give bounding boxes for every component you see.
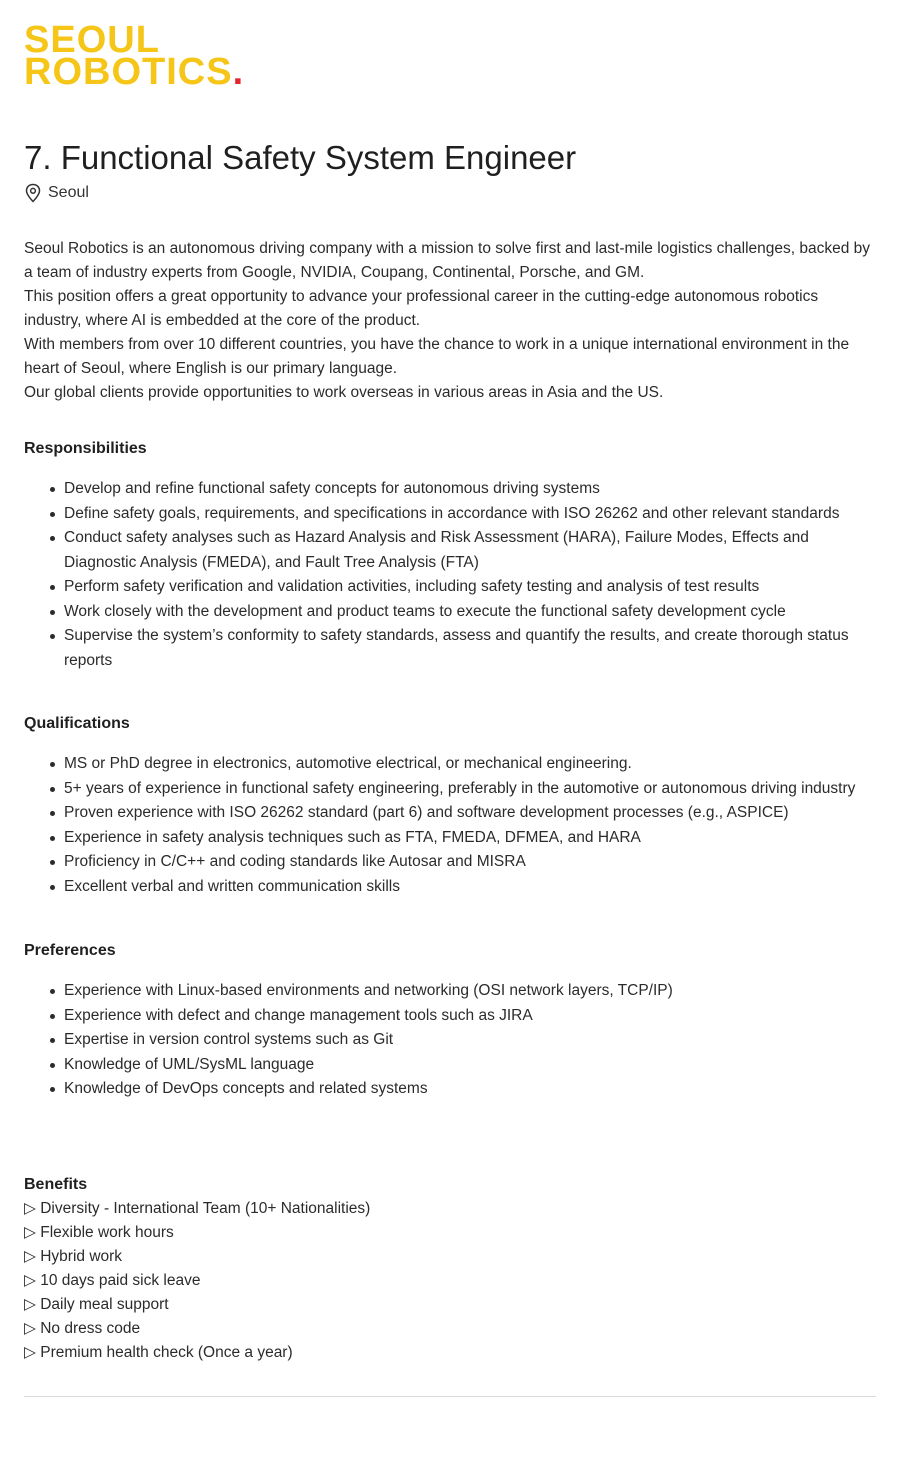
logo-line-2-text: ROBOTICS xyxy=(24,51,233,93)
logo-line-2 xyxy=(24,51,245,93)
intro-paragraph: Our global clients provide opportunities to work overseas in various areas in Asia and the US. xyxy=(24,384,664,401)
intro-text xyxy=(24,237,876,405)
benefit-item: ▷ 10 days paid sick leave xyxy=(24,1272,201,1289)
responsibilities-heading: Responsibilities xyxy=(24,440,147,457)
list-item: Develop and refine functional safety concepts for autonomous driving systems xyxy=(24,477,876,502)
benefits-list xyxy=(24,1197,876,1365)
benefit-item: ▷ Hybrid work xyxy=(24,1248,123,1265)
benefit-item: ▷ Daily meal support xyxy=(24,1296,169,1313)
benefits-heading: Benefits xyxy=(24,1176,88,1193)
list-item: Experience with defect and change management tools such as JIRA xyxy=(24,1004,876,1029)
list-item: Proficiency in C/C++ and coding standards like Autosar and MISRA xyxy=(24,850,876,875)
qualifications-heading: Qualifications xyxy=(24,715,130,732)
location-label: Seoul xyxy=(48,184,89,201)
list-item: Experience with Linux-based environments and networking (OSI network layers, TCP/IP) xyxy=(24,979,876,1004)
intro-paragraph: This position offers a great opportunity to advance your professional career in the cutting-edge autonomous robotics industry, where AI is embedded at the core of the product. xyxy=(24,288,819,329)
list-item: MS or PhD degree in electronics, automotive electrical, or mechanical engineering. xyxy=(24,752,876,777)
list-item: Define safety goals, requirements, and specifications in accordance with ISO 26262 and other relevant standards xyxy=(24,502,876,527)
benefit-item: ▷ Premium health check (Once a year) xyxy=(24,1344,293,1361)
preferences-heading: Preferences xyxy=(24,942,116,959)
divider xyxy=(24,1396,876,1397)
list-item: Work closely with the development and product teams to execute the functional safety development cycle xyxy=(24,600,876,625)
list-item: Expertise in version control systems such as Git xyxy=(24,1028,876,1053)
list-item: Perform safety verification and validation activities, including safety testing and analysis of test results xyxy=(24,575,876,600)
logo-line-1: SEOUL xyxy=(24,19,160,61)
intro-paragraph: Seoul Robotics is an autonomous driving company with a mission to solve first and last-mile logistics challenges, backed by a team of industry experts from Google, NVIDIA, Coupang, Continental, Porsche, and GM. xyxy=(24,240,871,281)
responsibilities-list xyxy=(24,477,876,673)
logo-dot: . xyxy=(232,51,245,93)
list-item: Supervise the system’s conformity to safety standards, assess and quantify the results, and create thorough status reports xyxy=(24,624,876,673)
list-item: 5+ years of experience in functional safety engineering, preferably in the automotive or autonomous driving industry xyxy=(24,777,876,802)
list-item: Knowledge of DevOps concepts and related systems xyxy=(24,1077,876,1102)
benefit-item: ▷ Flexible work hours xyxy=(24,1224,174,1241)
benefit-item: ▷ Diversity - International Team (10+ Nationalities) xyxy=(24,1200,371,1217)
job-location xyxy=(24,181,89,205)
list-item: Conduct safety analyses such as Hazard Analysis and Risk Assessment (HARA), Failure Modes, Effects and Diagnostic Analysis (FMEDA), and Fault Tree Analysis (FTA) xyxy=(24,526,876,575)
preferences-list xyxy=(24,979,876,1102)
list-item: Knowledge of UML/SysML language xyxy=(24,1053,876,1078)
list-item: Experience in safety analysis techniques such as FTA, FMEDA, DFMEA, and HARA xyxy=(24,826,876,851)
list-item: Excellent verbal and written communication skills xyxy=(24,875,876,900)
seoul-robotics-logo[interactable] xyxy=(24,19,245,93)
intro-paragraph: With members from over 10 different countries, you have the chance to work in a unique international environment in the heart of Seoul, where English is our primary language. xyxy=(24,336,850,377)
qualifications-list xyxy=(24,752,876,899)
list-item: Proven experience with ISO 26262 standard (part 6) and software development processes (e.g., ASPICE) xyxy=(24,801,876,826)
benefit-item: ▷ No dress code xyxy=(24,1320,141,1337)
page-title: 7. Functional Safety System Engineer xyxy=(24,139,577,176)
map-pin-icon xyxy=(24,183,42,203)
